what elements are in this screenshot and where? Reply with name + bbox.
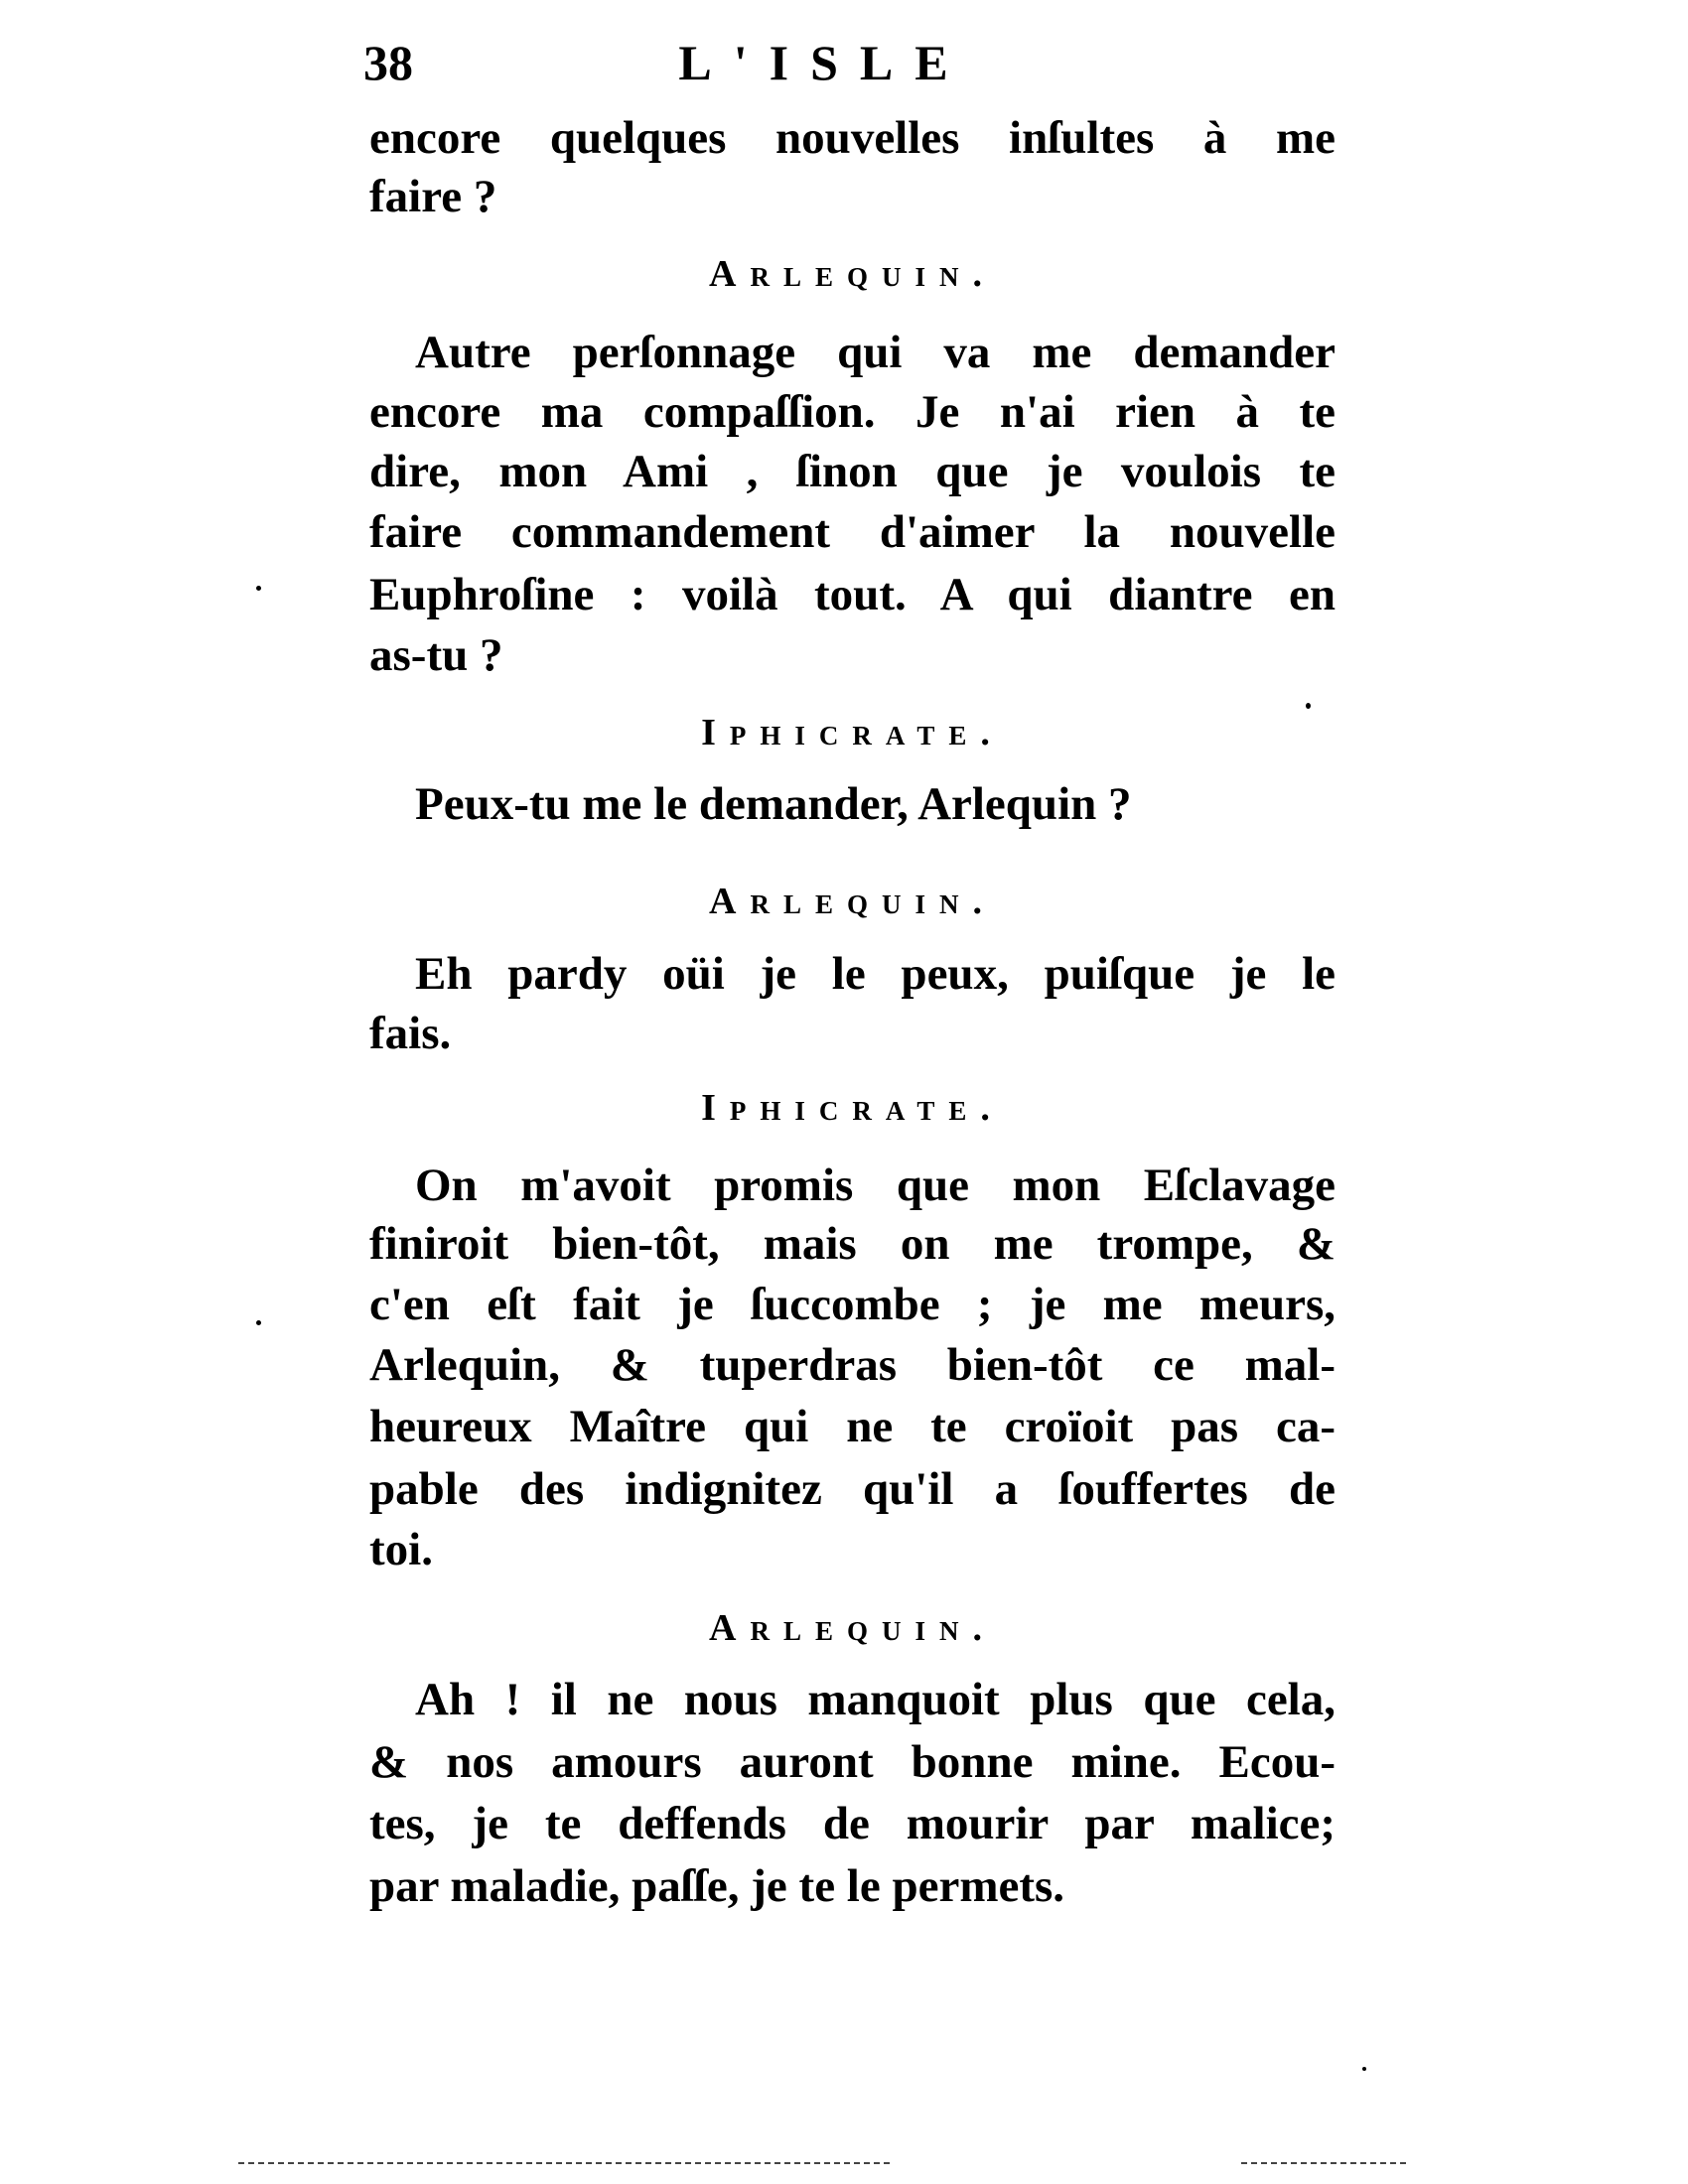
scan-speck bbox=[256, 1320, 261, 1325]
text-line: fais. bbox=[369, 1008, 452, 1059]
text-line: faire commandement d'aimer la nouvelle bbox=[369, 506, 1336, 558]
scan-edge-line bbox=[1241, 2162, 1410, 2164]
scan-speck bbox=[256, 586, 261, 591]
text-line: Ah ! il ne nous manquoit plus que cela, bbox=[415, 1674, 1336, 1725]
text-line: faire ? bbox=[369, 171, 497, 222]
text-line: Euphroſine : voilà tout. A qui diantre en bbox=[369, 569, 1336, 620]
page-number: 38 bbox=[363, 35, 413, 90]
scan-speck bbox=[1362, 2067, 1366, 2071]
text-line: finiroit bien-tôt, mais on me trompe, & bbox=[369, 1218, 1336, 1270]
text-line: toi. bbox=[369, 1524, 433, 1575]
text-line: encore quelques nouvelles inſultes à me bbox=[369, 112, 1336, 164]
text-line: pable des indignitez qu'il a ſouffertes de bbox=[369, 1463, 1336, 1515]
scan-speck bbox=[1306, 703, 1311, 709]
text-line: tes, je te deffends de mourir par malice; bbox=[369, 1798, 1336, 1849]
speaker-name: Arlequin. bbox=[709, 253, 996, 295]
text-line: as-tu ? bbox=[369, 629, 503, 681]
scan-edge-line bbox=[238, 2162, 894, 2164]
text-line: & nos amours auront bonne mine. Ecou- bbox=[369, 1736, 1336, 1788]
text-line: Autre perſonnage qui va me demander bbox=[415, 327, 1336, 378]
running-title: L'ISLE bbox=[678, 35, 970, 90]
text-line: par maladie, paſſe, je te le permets. bbox=[369, 1860, 1065, 1912]
text-line: encore ma compaſſion. Je n'ai rien à te bbox=[369, 386, 1336, 438]
speaker-name: Arlequin. bbox=[709, 881, 996, 922]
speaker-name: Iphicrate. bbox=[701, 712, 1004, 753]
text-line: dire, mon Ami , ſinon que je voulois te bbox=[369, 446, 1336, 497]
text-line: Arlequin, & tuperdras bien-tôt ce mal- bbox=[369, 1339, 1336, 1391]
text-line: Eh pardy oüi je le peux, puiſque je le bbox=[415, 948, 1336, 1000]
speaker-name: Iphicrate. bbox=[701, 1087, 1004, 1129]
speaker-name: Arlequin. bbox=[709, 1607, 996, 1649]
text-line: heureux Maître qui ne te croïoit pas ca- bbox=[369, 1401, 1336, 1452]
text-line: c'en eſt fait je ſuccombe ; je me meurs, bbox=[369, 1279, 1336, 1330]
text-line: On m'avoit promis que mon Eſclavage bbox=[415, 1160, 1336, 1211]
text-line: Peux-tu me le demander, Arlequin ? bbox=[415, 778, 1132, 830]
